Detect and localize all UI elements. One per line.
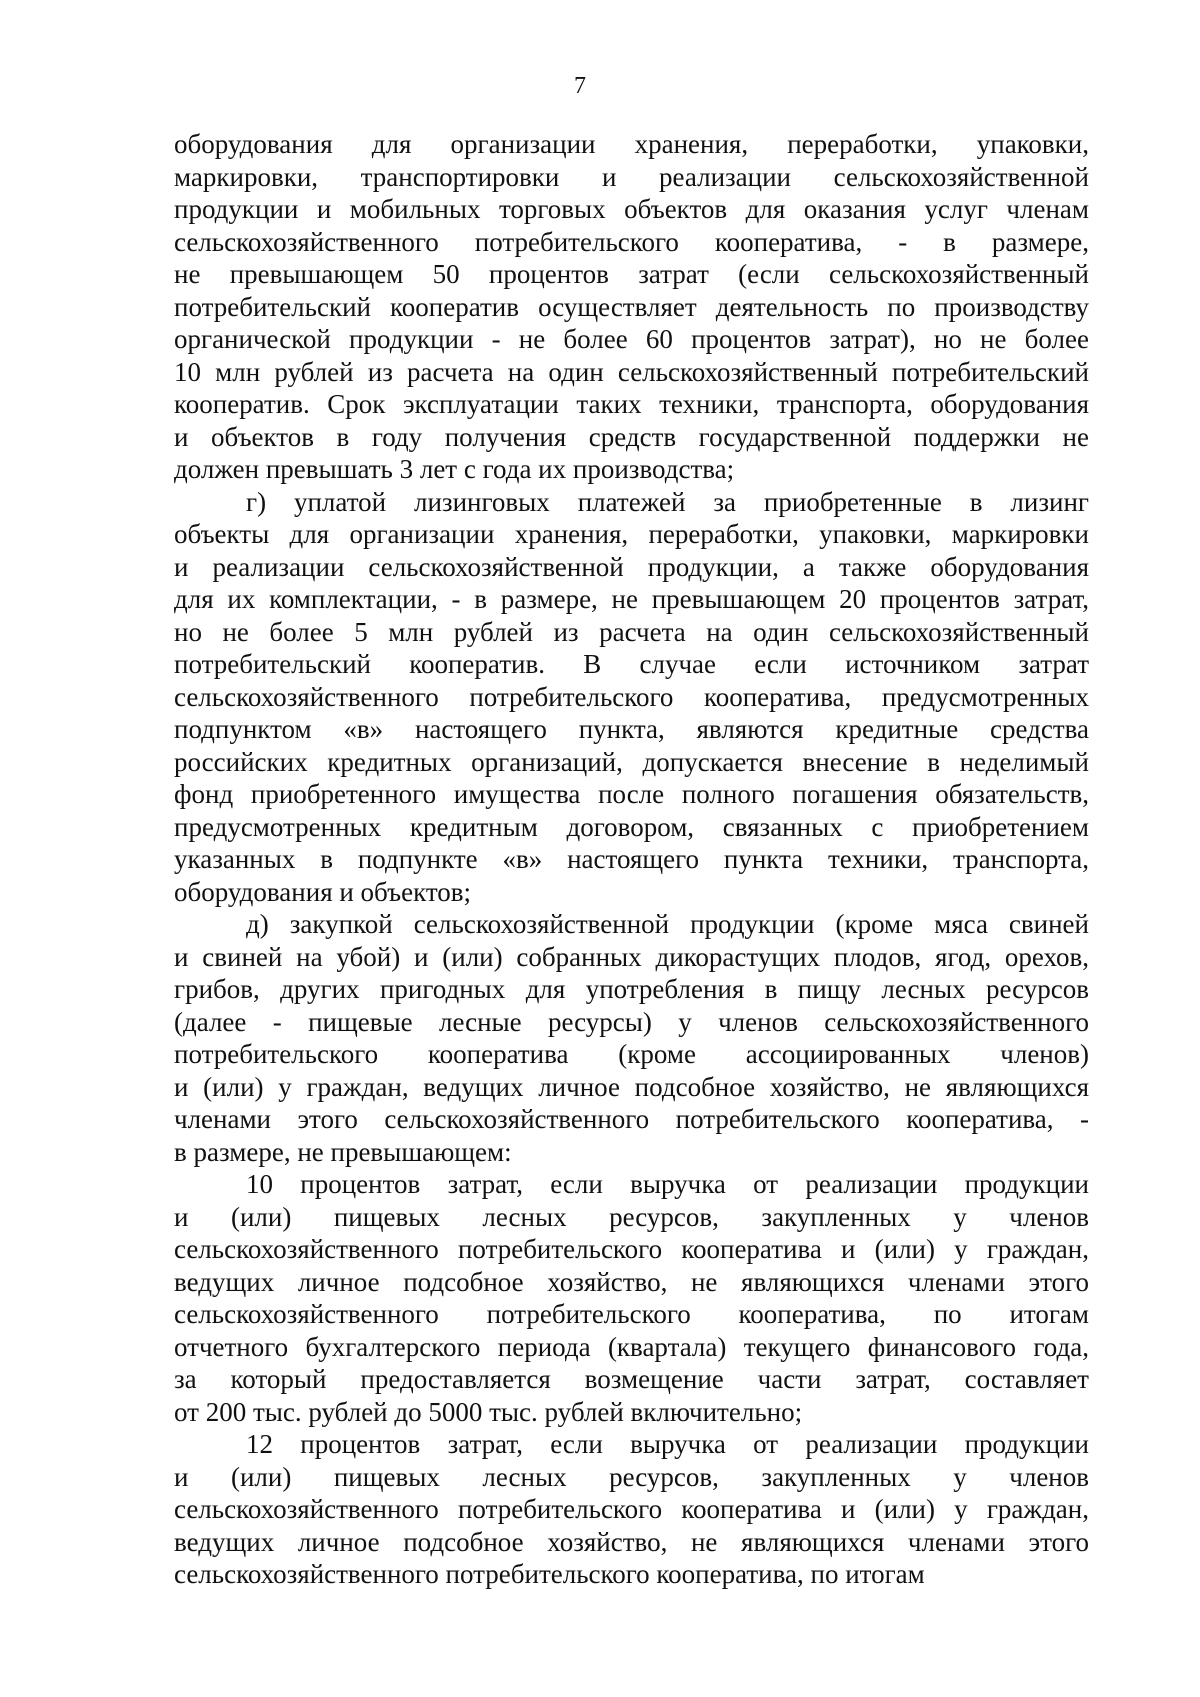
text-line: и (или) пищевых лесных ресурсов, закупленных у членов bbox=[174, 1201, 1089, 1232]
text-line: должен превышать 3 лет с года их производства; bbox=[174, 454, 735, 484]
text-line: российских кредитных организаций, допускается внесение в неделимый bbox=[174, 746, 1089, 777]
text-line: за который предоставляется возмещение части затрат, составляет bbox=[174, 1364, 1089, 1394]
text-line: сельскохозяйственного потребительского кооператива и (или) у граждан, bbox=[174, 1494, 1089, 1524]
text-line: 10 млн рублей из расчета на один сельскохозяйственный потребительский bbox=[174, 356, 1089, 387]
page-number: 7 bbox=[574, 73, 586, 99]
text-line: отчетного бухгалтерского периода (квартала) текущего финансового года, bbox=[174, 1331, 1089, 1362]
paragraph bbox=[174, 908, 1089, 1168]
text-line: не превышающем 50 процентов затрат (если сельскохозяйственный bbox=[174, 259, 1089, 289]
text-line: оборудования и объектов; bbox=[174, 876, 472, 907]
text-line: 10 процентов затрат, если выручка от реализации продукции bbox=[246, 1169, 1089, 1199]
text-line: объекты для организации хранения, переработки, упаковки, маркировки bbox=[174, 519, 1089, 549]
paragraph bbox=[174, 1428, 1089, 1591]
text-line: г) уплатой лизинговых платежей за приобретенные в лизинг bbox=[246, 486, 1089, 517]
paragraph bbox=[174, 1168, 1089, 1428]
text-line: 12 процентов затрат, если выручка от реализации продукции bbox=[246, 1429, 1089, 1459]
text-line: и (или) у граждан, ведущих личное подсобное хозяйство, не являющихся bbox=[174, 1071, 1089, 1102]
text-line: ведущих личное подсобное хозяйство, не являющихся членами этого bbox=[174, 1526, 1089, 1557]
text-line: сельскохозяйственного потребительского кооператива, предусмотренных bbox=[174, 681, 1089, 712]
text-line: подпунктом «в» настоящего пункта, являются кредитные средства bbox=[174, 714, 1089, 744]
text-line: д) закупкой сельскохозяйственной продукции (кроме мяса свиней bbox=[246, 909, 1089, 939]
text-line: кооператив. Срок эксплуатации таких техники, транспорта, оборудования bbox=[174, 389, 1089, 419]
text-line: фонд приобретенного имущества после полного погашения обязательств, bbox=[174, 779, 1089, 809]
text-line: сельскохозяйственного потребительского кооператива и (или) у граждан, bbox=[174, 1234, 1089, 1264]
text-line: для их комплектации, - в размере, не превышающем 20 процентов затрат, bbox=[174, 584, 1089, 614]
text-line: и реализации сельскохозяйственной продукции, а также оборудования bbox=[174, 551, 1089, 582]
text-line: и объектов в году получения средств государственной поддержки не bbox=[174, 421, 1089, 452]
text-line: органической продукции - не более 60 процентов затрат), но не более bbox=[174, 324, 1089, 354]
text-line: но не более 5 млн рублей из расчета на один сельскохозяйственный bbox=[174, 616, 1089, 647]
text-line: маркировки, транспортировки и реализации сельскохозяйственной bbox=[174, 161, 1089, 192]
text-line: ведущих личное подсобное хозяйство, не являющихся членами этого bbox=[174, 1266, 1089, 1297]
text-line: предусмотренных кредитным договором, связанных с приобретением bbox=[174, 811, 1089, 842]
text-line: и (или) пищевых лесных ресурсов, закупленных у членов bbox=[174, 1461, 1089, 1492]
text-line: сельскохозяйственного потребительского кооператива, по итогам bbox=[174, 1559, 925, 1589]
text-line: оборудования для организации хранения, переработки, упаковки, bbox=[174, 129, 1089, 159]
text-line: потребительский кооператив. В случае если источником затрат bbox=[174, 649, 1089, 679]
text-line: сельскохозяйственного потребительского кооператива, - в размере, bbox=[174, 226, 1089, 257]
text-line: сельскохозяйственного потребительского кооператива, по итогам bbox=[174, 1299, 1089, 1329]
paragraph bbox=[174, 128, 1089, 486]
paragraph bbox=[174, 486, 1089, 909]
text-line: указанных в подпункте «в» настоящего пункта техники, транспорта, bbox=[174, 844, 1089, 874]
text-line: потребительский кооператив осуществляет деятельность по производству bbox=[174, 291, 1089, 322]
text-line: в размере, не превышающем: bbox=[174, 1136, 512, 1167]
text-line: и свиней на убой) и (или) собранных дикорастущих плодов, ягод, орехов, bbox=[174, 941, 1089, 972]
text-line: продукции и мобильных торговых объектов для оказания услуг членам bbox=[174, 194, 1089, 224]
text-line: потребительского кооператива (кроме ассоциированных членов) bbox=[174, 1039, 1089, 1069]
text-line: членами этого сельскохозяйственного потребительского кооператива, - bbox=[174, 1104, 1089, 1134]
document-body bbox=[174, 128, 1089, 1591]
text-line: (далее - пищевые лесные ресурсы) у членов сельскохозяйственного bbox=[174, 1006, 1089, 1037]
text-line: от 200 тыс. рублей до 5000 тыс. рублей включительно; bbox=[174, 1396, 803, 1427]
text-line: грибов, других пригодных для употребления в пищу лесных ресурсов bbox=[174, 974, 1089, 1004]
